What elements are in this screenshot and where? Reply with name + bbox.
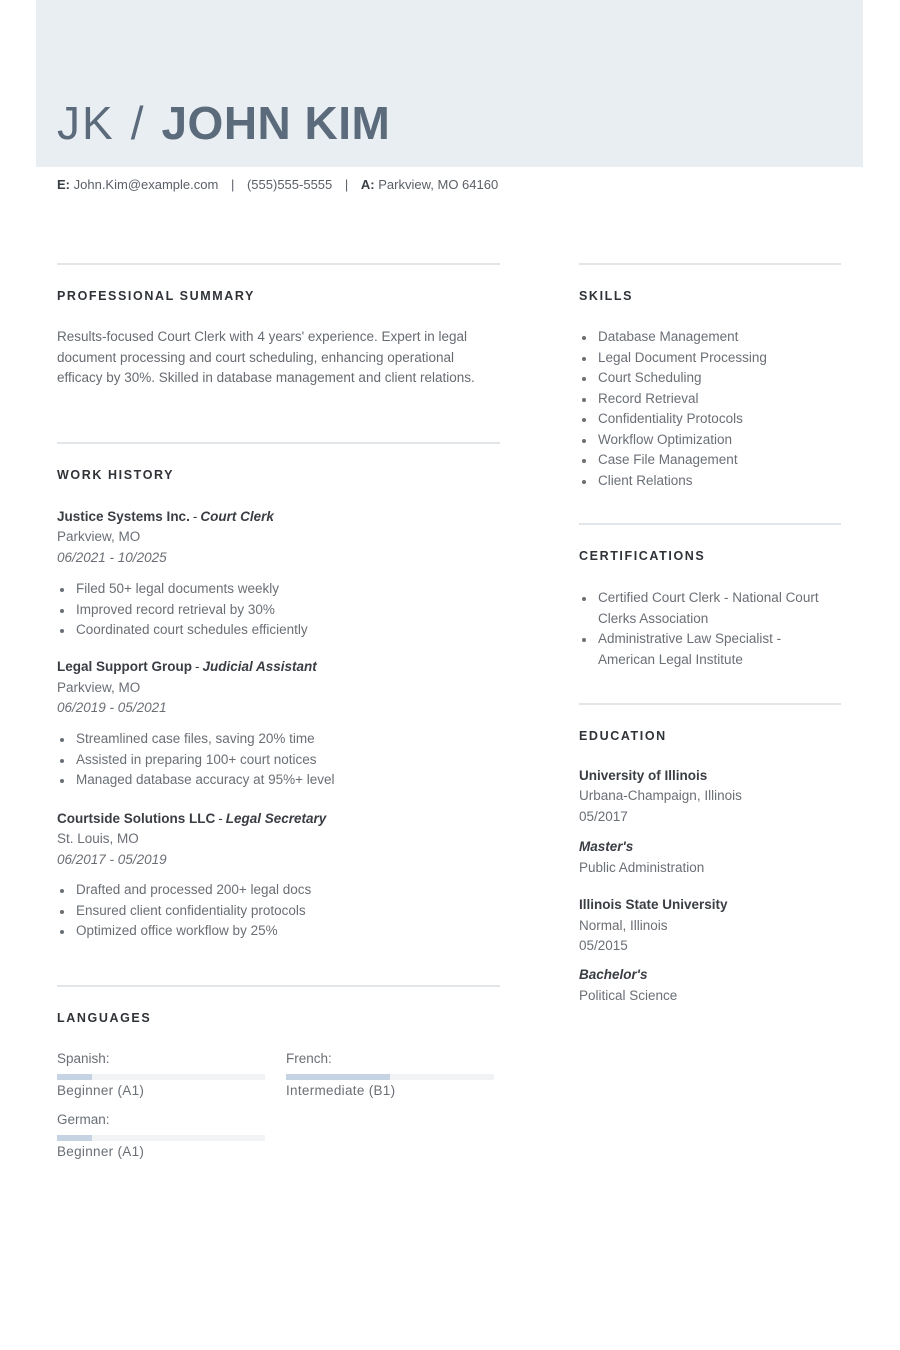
divider: [57, 442, 500, 444]
job-title: Court Clerk: [200, 509, 274, 524]
language-name: German:: [57, 1112, 110, 1127]
certification-item: Certified Court Clerk - National Court Clerks Association: [579, 588, 841, 629]
languages-title: LANGUAGES: [57, 1011, 152, 1025]
address-label: A:: [360, 177, 375, 192]
language-name: Spanish:: [57, 1051, 110, 1066]
job-bullets: [57, 579, 497, 641]
work-history-title: WORK HISTORY: [57, 468, 175, 482]
divider: [579, 703, 841, 705]
email-value: John.Kim@example.com: [73, 177, 219, 192]
divider: [57, 985, 500, 987]
skill-item: Court Scheduling: [579, 368, 841, 389]
job-bullets: [57, 880, 497, 942]
summary-text: Results-focused Court Clerk with 4 years' experience. Expert in legal document processing and court scheduling, enhancing operational efficacy by 30%. Skilled in database management and client relations.: [57, 329, 475, 385]
certifications-title: CERTIFICATIONS: [579, 549, 706, 563]
certifications-list: [579, 588, 841, 670]
school-location: Urbana-Champaign, Illinois: [579, 788, 742, 803]
language-level-bar: [286, 1074, 494, 1080]
degree: Master's: [579, 839, 634, 854]
school-name: Illinois State University: [579, 897, 728, 912]
language-name: French:: [286, 1051, 332, 1066]
job-location: Parkview, MO: [57, 529, 141, 544]
language-level: Beginner (A1): [57, 1144, 145, 1159]
school-location: Normal, Illinois: [579, 918, 668, 933]
divider: [57, 263, 500, 265]
language-level: Beginner (A1): [57, 1083, 145, 1098]
initials: JK: [57, 97, 115, 149]
field-of-study: Public Administration: [579, 860, 705, 875]
skill-item: Database Management: [579, 327, 841, 348]
summary-title: PROFESSIONAL SUMMARY: [57, 289, 255, 303]
skills-title: SKILLS: [579, 289, 634, 303]
certification-item: Administrative Law Specialist - American Legal Institute: [579, 629, 841, 670]
skill-item: Case File Management: [579, 450, 841, 471]
job-heading: [57, 811, 326, 826]
skill-item: Workflow Optimization: [579, 430, 841, 451]
language-level-bar: [57, 1135, 265, 1141]
graduation-date: 05/2017: [579, 809, 628, 824]
language-level-bar: [57, 1074, 265, 1080]
job-bullet: Drafted and processed 200+ legal docs: [57, 880, 497, 901]
heading-dash: -: [218, 811, 223, 826]
job-bullet: Ensured client confidentiality protocols: [57, 901, 497, 922]
name-heading: [57, 96, 390, 152]
language-level-fill: [57, 1074, 92, 1080]
job-bullet: Managed database accuracy at 95%+ level: [57, 770, 497, 791]
email-label: E:: [57, 177, 70, 192]
education-title: EDUCATION: [579, 729, 667, 743]
language-level-fill: [286, 1074, 390, 1080]
contact-separator: |: [230, 177, 235, 192]
heading-dash: -: [192, 509, 198, 524]
full-name: JOHN KIM: [161, 97, 391, 149]
job-title: Judicial Assistant: [202, 659, 317, 674]
company-name: Legal Support Group: [57, 659, 192, 674]
job-bullet: Assisted in preparing 100+ court notices: [57, 750, 497, 771]
job-dates: 06/2021 - 10/2025: [57, 550, 167, 565]
contact-line: [57, 177, 498, 192]
name-slash: /: [130, 97, 144, 149]
job-dates: 06/2019 - 05/2021: [57, 700, 167, 715]
job-location: St. Louis, MO: [57, 831, 139, 846]
job-dates: 06/2017 - 05/2019: [57, 852, 167, 867]
heading-dash: -: [195, 659, 200, 674]
job-heading: [57, 509, 274, 524]
job-bullets: [57, 729, 497, 791]
language-level-fill: [57, 1135, 92, 1141]
job-bullet: Optimized office workflow by 25%: [57, 921, 497, 942]
job-title: Legal Secretary: [225, 811, 327, 826]
skill-item: Client Relations: [579, 471, 841, 492]
job-bullet: Improved record retrieval by 30%: [57, 600, 497, 621]
address-value: Parkview, MO 64160: [378, 177, 499, 192]
job-bullet: Streamlined case files, saving 20% time: [57, 729, 497, 750]
skill-item: Confidentiality Protocols: [579, 409, 841, 430]
job-location: Parkview, MO: [57, 680, 141, 695]
contact-separator: |: [344, 177, 349, 192]
degree: Bachelor's: [579, 967, 648, 982]
language-level: Intermediate (B1): [286, 1083, 396, 1098]
job-heading: [57, 659, 317, 674]
job-bullet: Coordinated court schedules efficiently: [57, 620, 497, 641]
field-of-study: Political Science: [579, 988, 678, 1003]
divider: [579, 523, 841, 525]
skill-item: Record Retrieval: [579, 389, 841, 410]
school-name: University of Illinois: [579, 768, 708, 783]
company-name: Justice Systems Inc.: [57, 509, 190, 524]
graduation-date: 05/2015: [579, 938, 628, 953]
divider: [579, 263, 841, 265]
skills-list: [579, 327, 841, 491]
phone-value: (555)555-5555: [246, 177, 333, 192]
skill-item: Legal Document Processing: [579, 348, 841, 369]
job-bullet: Filed 50+ legal documents weekly: [57, 579, 497, 600]
company-name: Courtside Solutions LLC: [57, 811, 216, 826]
